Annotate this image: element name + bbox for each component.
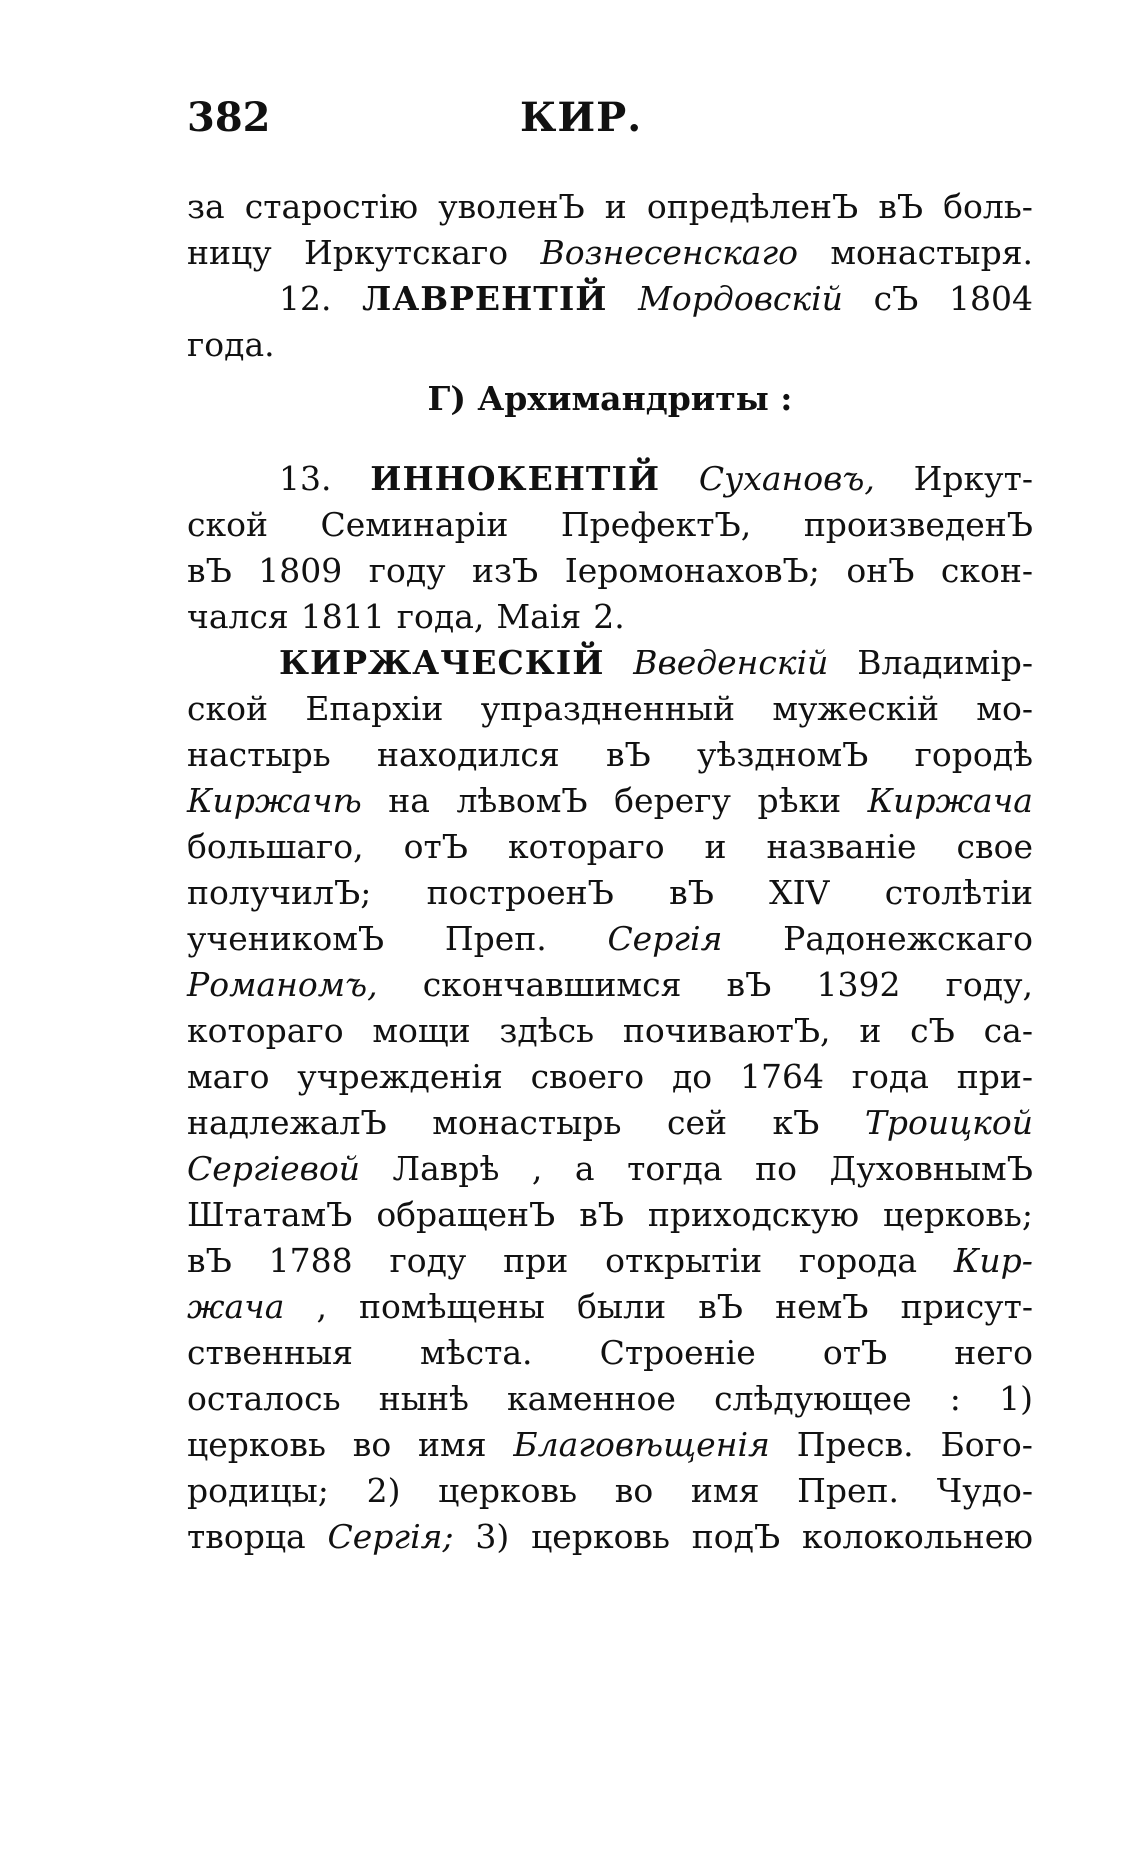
word: открытіи	[605, 1241, 763, 1280]
word: 1809	[258, 551, 343, 590]
word: произведенЪ	[803, 505, 1033, 544]
word: ІеромонаховЪ;	[564, 551, 820, 590]
text-line	[187, 1376, 1033, 1422]
word: Радонежскаго	[783, 919, 1033, 958]
text-line	[187, 322, 1033, 368]
italic-word: Киржачѣ	[187, 781, 362, 820]
word: мощи	[372, 1011, 471, 1050]
word: 1)	[999, 1379, 1033, 1418]
text-line	[187, 456, 1033, 502]
word: мѣста.	[420, 1333, 533, 1372]
word: XIV	[769, 873, 830, 912]
word: города	[798, 1241, 918, 1280]
word: году	[389, 1241, 467, 1280]
italic-word: Сухановъ,	[698, 459, 875, 498]
word: опредѣленЪ	[646, 187, 859, 226]
word: вЪ	[726, 965, 772, 1004]
word: настырь	[187, 735, 331, 774]
word: подЪ	[691, 1517, 781, 1556]
word: сЪ	[910, 1011, 955, 1050]
word: онЪ	[846, 551, 915, 590]
word: имя	[418, 1425, 487, 1464]
word: :	[949, 1379, 961, 1418]
word: почиваютЪ,	[622, 1011, 831, 1050]
italic-word: Благовѣщенія	[513, 1425, 770, 1464]
word: по	[755, 1149, 797, 1188]
word: ШтатамЪ	[187, 1195, 353, 1234]
italic-word: Введенскій	[633, 643, 829, 682]
word: церковь;	[882, 1195, 1033, 1234]
word: ученикомЪ	[187, 919, 385, 958]
word: лѣвомЪ	[456, 781, 588, 820]
word: уѣздномЪ	[697, 735, 869, 774]
word: 2)	[366, 1471, 401, 1510]
word: на	[388, 781, 430, 820]
word: 1811	[300, 597, 385, 636]
word: церковь	[531, 1517, 670, 1556]
word: мо-	[976, 689, 1033, 728]
word: Иркут-	[913, 459, 1033, 498]
word: скончавшимся	[422, 965, 682, 1004]
text-line	[187, 1008, 1033, 1054]
word: 2.	[593, 597, 625, 636]
word: и	[859, 1011, 882, 1050]
word: ской	[187, 689, 268, 728]
page-number: 382	[187, 94, 271, 141]
word: ственныя	[187, 1333, 353, 1372]
word: и	[604, 187, 627, 226]
word: получилЪ;	[187, 873, 372, 912]
word: уволенЪ	[438, 187, 585, 226]
word: городѣ	[914, 735, 1033, 774]
word: слѣдующее	[714, 1379, 912, 1418]
italic-word: Мордовскій	[638, 279, 843, 318]
word: 1804	[949, 279, 1033, 318]
word: во	[614, 1471, 654, 1510]
entry-name: ЛАВРЕНТІЙ	[362, 279, 608, 318]
word: при-	[956, 1057, 1033, 1096]
text-line	[187, 1422, 1033, 1468]
word: Преп.	[797, 1471, 900, 1510]
word: во	[352, 1425, 392, 1464]
word: монастырь	[432, 1103, 622, 1142]
word: году	[368, 551, 446, 590]
word: году,	[945, 965, 1033, 1004]
text-line	[187, 502, 1033, 548]
word: церковь	[187, 1425, 326, 1464]
word: Семинаріи	[320, 505, 509, 544]
text-line	[187, 1514, 1033, 1560]
word: творца	[187, 1517, 306, 1556]
word: находился	[377, 735, 560, 774]
word: изЪ	[472, 551, 539, 590]
word: кЪ	[772, 1103, 820, 1142]
word: помѣщены	[359, 1287, 545, 1326]
word: 1392	[816, 965, 901, 1004]
word: монастыря.	[830, 233, 1033, 272]
word: ,	[531, 1149, 543, 1188]
word: Бого-	[940, 1425, 1033, 1464]
word: до	[671, 1057, 713, 1096]
text-line	[187, 230, 1033, 276]
word: вЪ	[669, 873, 714, 912]
italic-word: Кир-	[953, 1241, 1033, 1280]
word: здѣсь	[499, 1011, 595, 1050]
word: боль-	[943, 187, 1033, 226]
word: были	[577, 1287, 667, 1326]
word: Г) Архимандриты :	[427, 379, 793, 418]
word: года,	[396, 597, 485, 636]
word: вЪ	[878, 187, 924, 226]
word: упраздненный	[480, 689, 735, 728]
text-line	[187, 1054, 1033, 1100]
word: Маія	[496, 597, 582, 636]
word: вЪ	[187, 1241, 232, 1280]
entry-name: ИННОКЕНТІЙ	[370, 459, 661, 498]
text-line	[187, 640, 1033, 686]
word: 1764	[739, 1057, 824, 1096]
italic-word: жача	[187, 1287, 285, 1326]
text-line	[187, 1146, 1033, 1192]
word: 3)	[475, 1517, 510, 1556]
word: ДуховнымЪ	[829, 1149, 1033, 1188]
word: Пресв.	[796, 1425, 914, 1464]
word: вЪ	[579, 1195, 624, 1234]
text-line	[187, 184, 1033, 230]
word: ницу	[187, 233, 272, 272]
italic-word: Сергіевой	[187, 1149, 360, 1188]
text-line	[187, 1192, 1033, 1238]
word: 13.	[279, 459, 332, 498]
word: при	[503, 1241, 569, 1280]
text-line	[187, 778, 1033, 824]
text-line	[187, 1284, 1033, 1330]
word: котораго	[507, 827, 665, 866]
body-text	[187, 184, 1033, 1560]
word: построенЪ	[426, 873, 614, 912]
word: приходскую	[647, 1195, 860, 1234]
word: мужескій	[772, 689, 939, 728]
word: 12.	[279, 279, 332, 318]
word: сЪ	[873, 279, 919, 318]
word: Владимір-	[857, 643, 1033, 682]
text-line	[187, 1468, 1033, 1514]
text-line	[187, 962, 1033, 1008]
text-line	[187, 1330, 1033, 1376]
word: родицы;	[187, 1471, 329, 1510]
word: столѣтіи	[884, 873, 1033, 912]
word: него	[954, 1333, 1033, 1372]
word: рѣки	[757, 781, 842, 820]
word: свое	[956, 827, 1033, 866]
word: чался	[187, 597, 289, 636]
word: са-	[983, 1011, 1033, 1050]
word: Строеніе	[599, 1333, 756, 1372]
text-line	[187, 594, 1033, 640]
word: старостію	[244, 187, 419, 226]
running-head: КИР.	[520, 94, 643, 141]
word: отЪ	[822, 1333, 888, 1372]
text-line	[187, 1100, 1033, 1146]
word: за	[187, 187, 225, 226]
word: осталось	[187, 1379, 341, 1418]
entry-name: КИРЖАЧЕСКІЙ	[279, 643, 605, 682]
word: Преп.	[444, 919, 547, 958]
text-line	[187, 916, 1033, 962]
word: каменное	[507, 1379, 676, 1418]
word: церковь	[438, 1471, 578, 1510]
word: учрежденія	[297, 1057, 503, 1096]
word: своего	[530, 1057, 645, 1096]
text-line	[187, 870, 1033, 916]
word: имя	[690, 1471, 760, 1510]
word: года	[851, 1057, 929, 1096]
italic-word: Троицкой	[864, 1103, 1033, 1142]
word: вЪ	[187, 551, 232, 590]
word: Епархіи	[305, 689, 444, 728]
word: и	[704, 827, 727, 866]
italic-word: Киржача	[867, 781, 1033, 820]
word: 1788	[268, 1241, 353, 1280]
word: Иркутскаго	[303, 233, 509, 272]
word: ской	[187, 505, 268, 544]
word: названіе	[766, 827, 917, 866]
word: берегу	[614, 781, 731, 820]
word: присут-	[900, 1287, 1033, 1326]
italic-word: Сергія;	[327, 1517, 454, 1556]
word: колокольнею	[801, 1517, 1033, 1556]
word: нынѣ	[378, 1379, 469, 1418]
word: ПрефектЪ,	[560, 505, 752, 544]
section-heading	[187, 376, 1033, 422]
word: ,	[316, 1287, 327, 1326]
word: надлежалЪ	[187, 1103, 387, 1142]
word: скон-	[940, 551, 1033, 590]
text-line	[187, 1238, 1033, 1284]
word: Лаврѣ	[392, 1149, 500, 1188]
italic-word: Вознесенскаго	[540, 233, 799, 272]
word: обращенЪ	[376, 1195, 556, 1234]
word: маго	[187, 1057, 270, 1096]
word: а	[574, 1149, 595, 1188]
text-line	[187, 732, 1033, 778]
text-line	[187, 548, 1033, 594]
word: отЪ	[403, 827, 468, 866]
word: сей	[667, 1103, 728, 1142]
text-line	[187, 276, 1033, 322]
word: котораго	[187, 1011, 344, 1050]
italic-word: Романомъ,	[187, 965, 378, 1004]
word: вЪ	[698, 1287, 743, 1326]
word: Чудо-	[936, 1471, 1033, 1510]
word: немЪ	[775, 1287, 869, 1326]
text-line	[187, 824, 1033, 870]
word: большаго,	[187, 827, 364, 866]
word: тогда	[627, 1149, 723, 1188]
word: года.	[187, 325, 275, 364]
italic-word: Сергія	[607, 919, 723, 958]
word: вЪ	[605, 735, 651, 774]
text-line	[187, 686, 1033, 732]
